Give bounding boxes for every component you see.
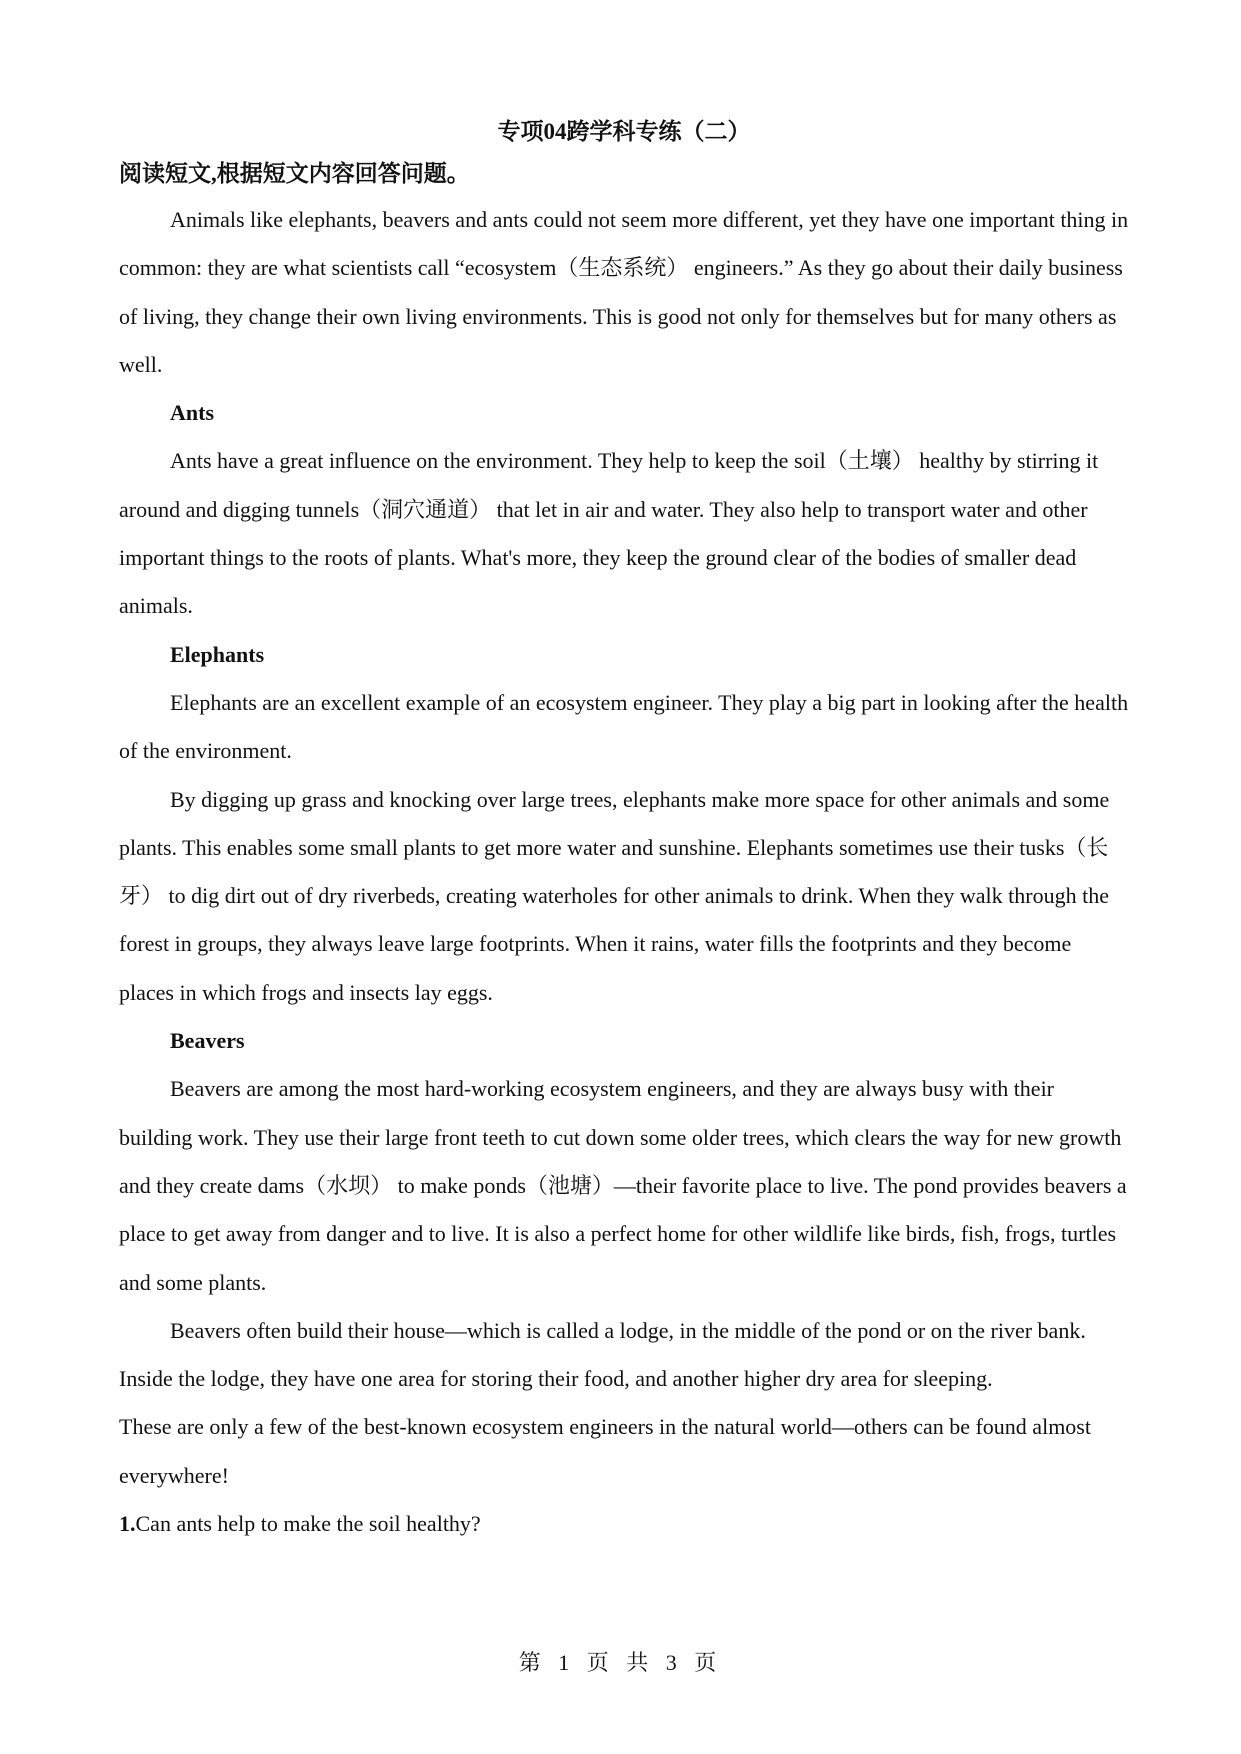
ants-paragraph: Ants have a great influence on the environment. They help to keep the soil（土壤） healthy by stirring it around and digging tunnels（洞穴通道） that let in air and water. They also help to transport water and other important things to the roots of plants. What's more, they keep the ground clear of the bodies of smaller dead animals. [119,448,1099,619]
document-content [119,112,1129,1548]
section-heading-beavers: Beavers [170,1028,245,1054]
page-footer: 第 1 页 共 3 页 [518,1650,723,1675]
elephants-paragraph-2: By digging up grass and knocking over large trees, elephants make more space for other animals and some plants. This enables some small plants to get more water and sunshine. Elephants sometimes use their tusks（长牙） to dig dirt out of dry riverbeds, creating waterholes for other animals to drink. When they walk through the forest in groups, they always leave large footprints. When it rains, water fills the footprints and they become places in which frogs and insects lay eggs. [119,786,1110,1005]
closing-paragraph: These are only a few of the best-known ecosystem engineers in the natural world—others can be found almost everywhere! [119,1414,1091,1488]
beavers-paragraph-1: Beavers are among the most hard-working ecosystem engineers, and they are always busy with their building work. They use their large front teeth to cut down some older trees, which clears the way for new growth and they create dams（水坝） to make ponds（池塘）—their favorite place to live. The pond provides beavers a place to get away from danger and to live. It is also a perfect home for other wildlife like birds, fish, frogs, turtles and some plants. [119,1076,1127,1295]
reading-instruction: 阅读短文,根据短文内容回答问题。 [119,161,470,186]
document-title: 专项04跨学科专练（二） [497,119,751,144]
section-heading-ants: Ants [170,400,215,426]
elephants-paragraph-1: Elephants are an excellent example of an ecosystem engineer. They play a big part in looking after the health of the environment. [119,689,1129,764]
intro-paragraph: Animals like elephants, beavers and ants could not seem more different, yet they have one important thing in common: they are what scientists call “ecosystem（生态系统） engineers.” As they go about their daily business of living, they change their own living environments. This is good not only for themselves but for many others as well. [119,207,1129,377]
question-text: Can ants help to make the soil healthy? [135,1511,481,1537]
question-number: 1. [119,1511,136,1537]
beavers-paragraph-2: Beavers often build their house—which is called a lodge, in the middle of the pond or on the river bank. Inside the lodge, they have one area for storing their food, and another higher dry area for sleeping. [119,1317,1086,1392]
question-item [119,1500,1129,1548]
section-heading-elephants: Elephants [170,641,265,667]
